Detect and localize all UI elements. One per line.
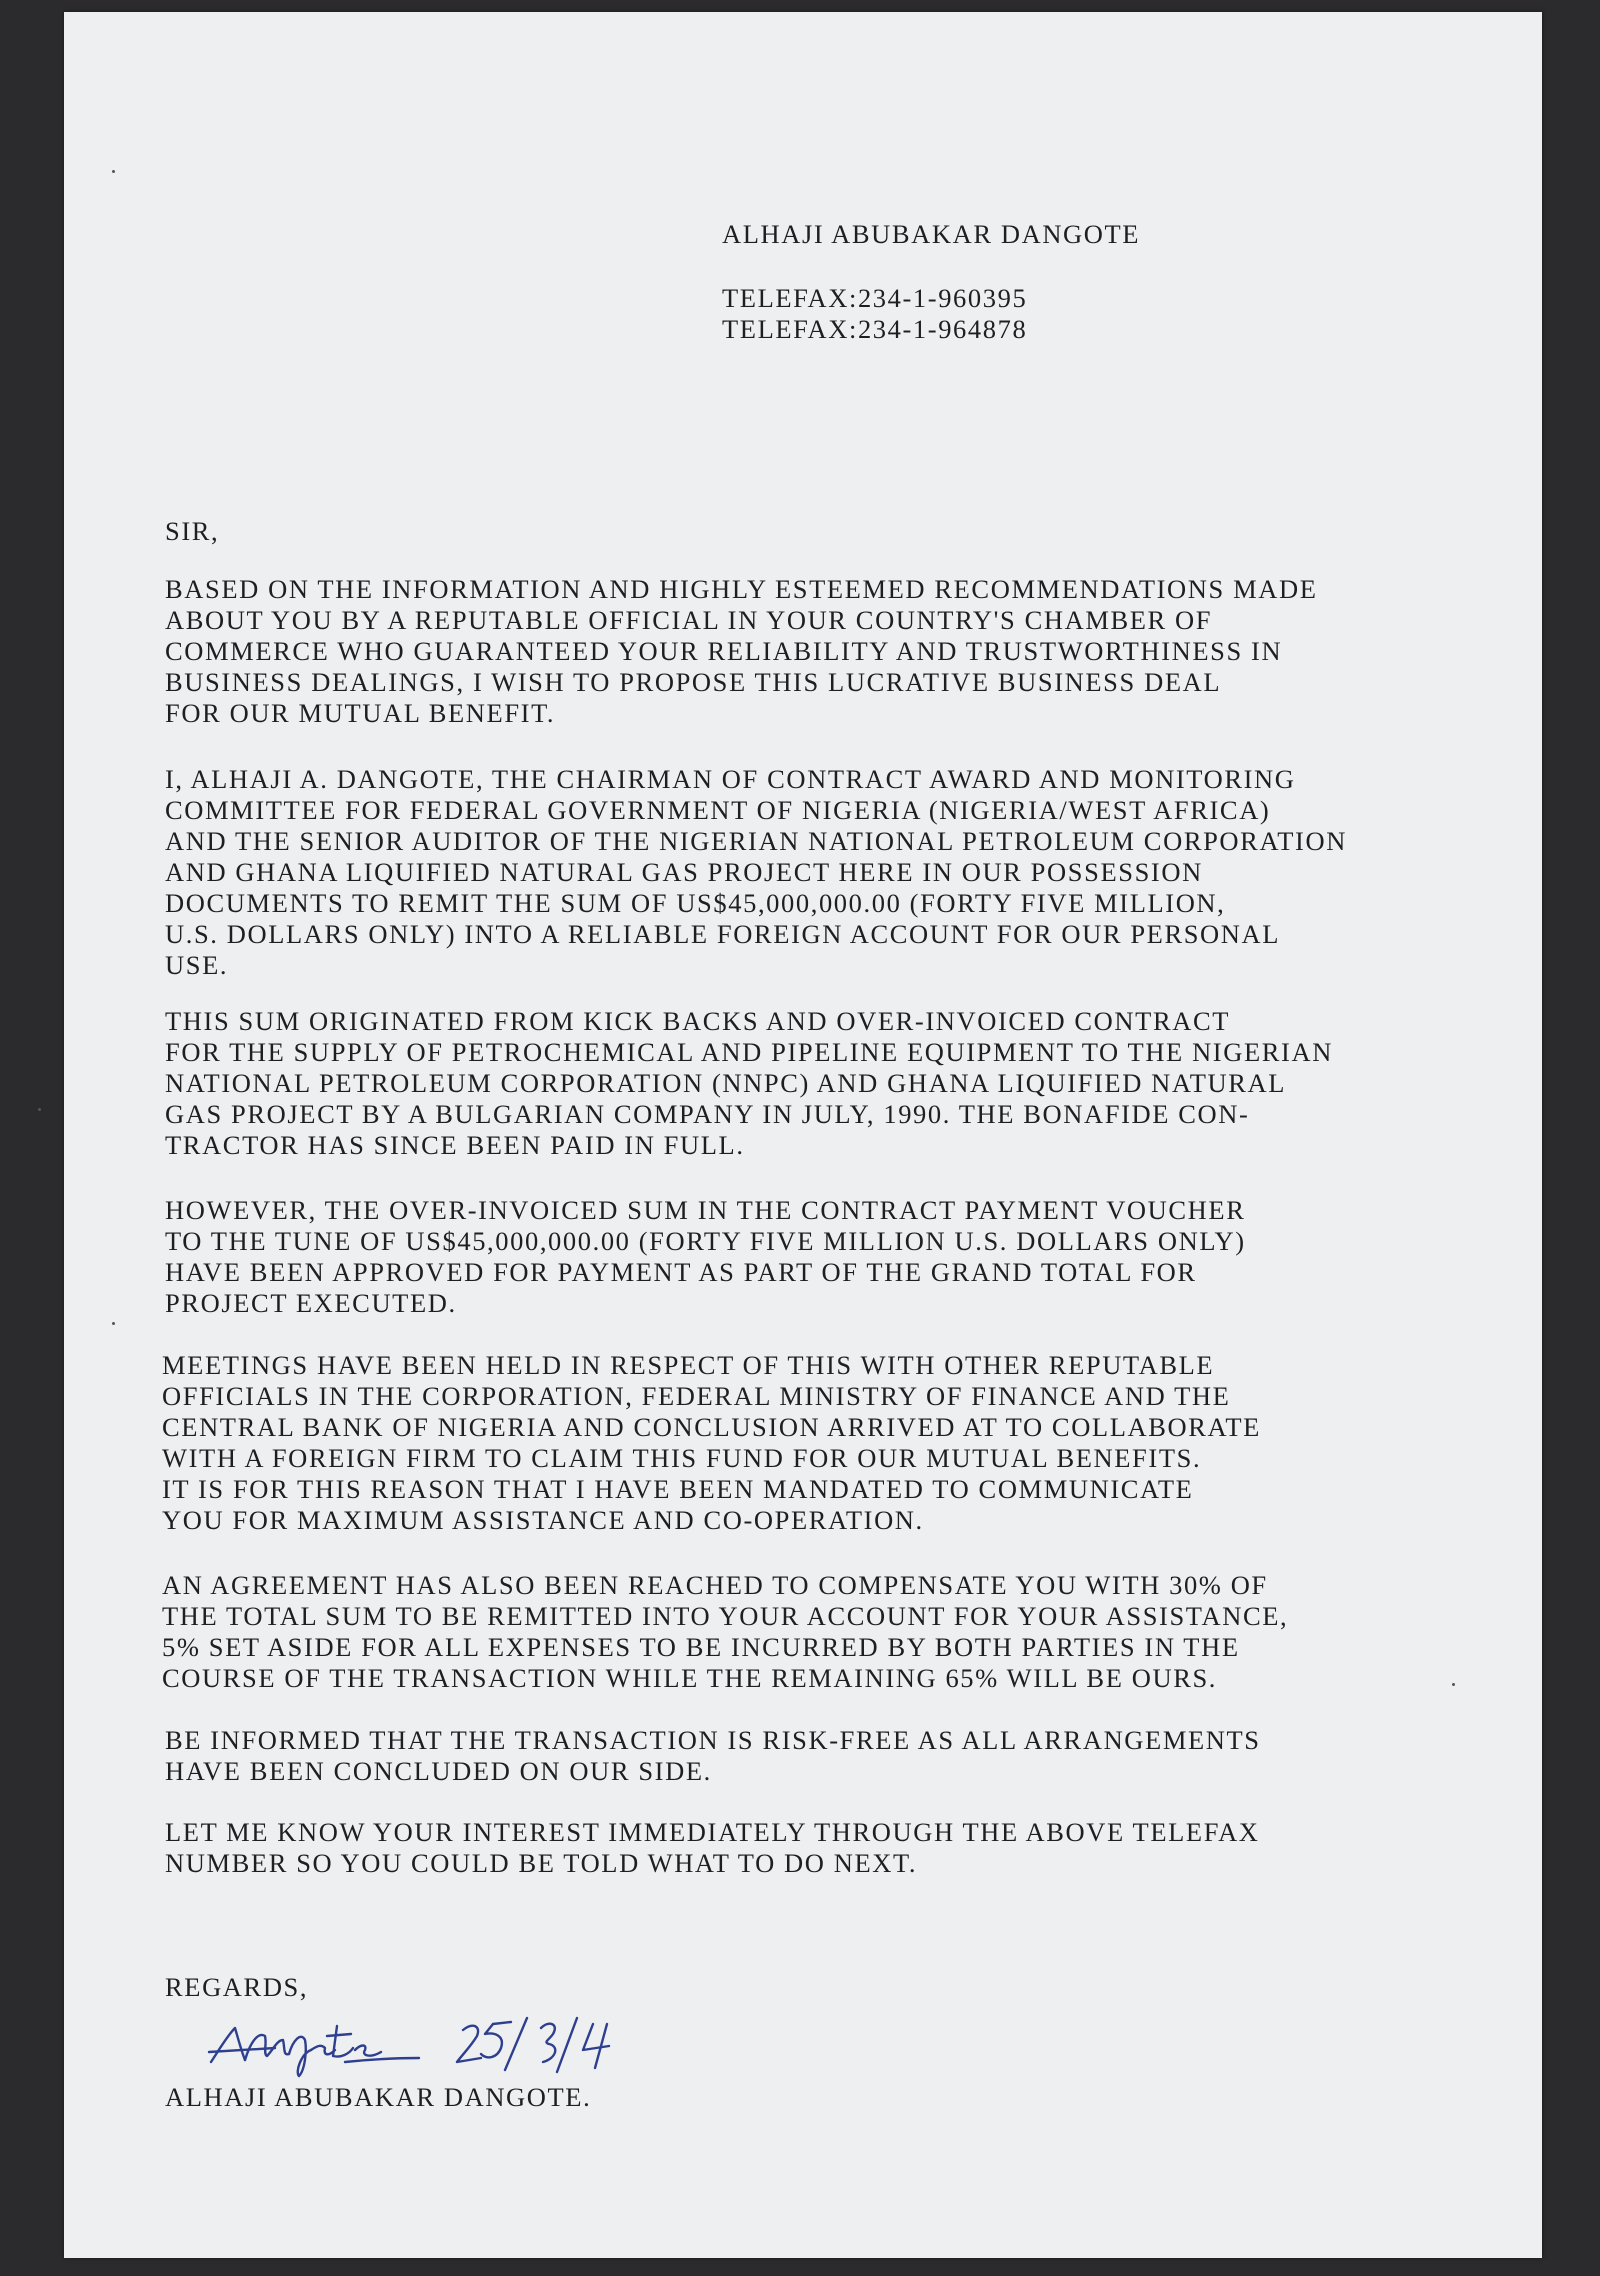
- body-paragraph: [165, 1006, 1333, 1161]
- body-paragraph: [165, 764, 1347, 981]
- paragraph-line: THIS SUM ORIGINATED FROM KICK BACKS AND OVER-INVOICED CONTRACT: [165, 1006, 1231, 1036]
- paragraph-line: TO THE TUNE OF US$45,000,000.00 (FORTY FIVE MILLION U.S. DOLLARS ONLY): [165, 1226, 1246, 1256]
- body-paragraph: [165, 574, 1318, 729]
- body-paragraph: [162, 1570, 1288, 1694]
- paragraph-line: BE INFORMED THAT THE TRANSACTION IS RISK-FREE AS ALL ARRANGEMENTS: [165, 1725, 1261, 1755]
- body-paragraph: [165, 1725, 1261, 1787]
- signatory-name: ALHAJI ABUBAKAR DANGOTE.: [165, 2082, 592, 2112]
- paragraph-line: CENTRAL BANK OF NIGERIA AND CONCLUSION ARRIVED AT TO COLLABORATE: [162, 1412, 1261, 1442]
- paper-speck: [112, 170, 115, 173]
- paragraph-line: MEETINGS HAVE BEEN HELD IN RESPECT OF THIS WITH OTHER REPUTABLE: [162, 1350, 1215, 1380]
- paragraph-line: PROJECT EXECUTED.: [165, 1288, 457, 1318]
- paper-speck: [112, 1322, 115, 1325]
- paragraph-line: HAVE BEEN CONCLUDED ON OUR SIDE.: [165, 1756, 712, 1786]
- paragraph-line: COURSE OF THE TRANSACTION WHILE THE REMAINING 65% WILL BE OURS.: [162, 1663, 1218, 1693]
- paragraph-line: AND THE SENIOR AUDITOR OF THE NIGERIAN NATIONAL PETROLEUM CORPORATION: [165, 826, 1347, 856]
- paper-speck: [38, 1108, 41, 1111]
- paragraph-line: OFFICIALS IN THE CORPORATION, FEDERAL MINISTRY OF FINANCE AND THE: [162, 1381, 1231, 1411]
- paragraph-line: LET ME KNOW YOUR INTEREST IMMEDIATELY THROUGH THE ABOVE TELEFAX: [165, 1817, 1260, 1847]
- handwritten-signature: [205, 2010, 665, 2082]
- paragraph-line: FOR OUR MUTUAL BENEFIT.: [165, 698, 556, 728]
- paragraph-line: NATIONAL PETROLEUM CORPORATION (NNPC) AND GHANA LIQUIFIED NATURAL: [165, 1068, 1287, 1098]
- paragraph-line: BASED ON THE INFORMATION AND HIGHLY ESTEEMED RECOMMENDATIONS MADE: [165, 574, 1318, 604]
- paragraph-line: I, ALHAJI A. DANGOTE, THE CHAIRMAN OF CONTRACT AWARD AND MONITORING: [165, 764, 1296, 794]
- paragraph-line: USE.: [165, 950, 229, 980]
- paragraph-line: BUSINESS DEALINGS, I WISH TO PROPOSE THIS LUCRATIVE BUSINESS DEAL: [165, 667, 1222, 697]
- salutation: SIR,: [165, 516, 220, 546]
- paragraph-line: AND GHANA LIQUIFIED NATURAL GAS PROJECT HERE IN OUR POSSESSION: [165, 857, 1203, 887]
- sender-name: ALHAJI ABUBAKAR DANGOTE: [722, 219, 1141, 249]
- body-paragraph: [165, 1817, 1260, 1879]
- paragraph-line: YOU FOR MAXIMUM ASSISTANCE AND CO-OPERATION.: [162, 1505, 924, 1535]
- paragraph-line: TRACTOR HAS SINCE BEEN PAID IN FULL.: [165, 1130, 745, 1160]
- telefax-line-1: TELEFAX:234-1-960395: [722, 283, 1028, 313]
- body-paragraph: [165, 1195, 1246, 1319]
- paragraph-line: HAVE BEEN APPROVED FOR PAYMENT AS PART OF THE GRAND TOTAL FOR: [165, 1257, 1197, 1287]
- paragraph-line: COMMITTEE FOR FEDERAL GOVERNMENT OF NIGERIA (NIGERIA/WEST AFRICA): [165, 795, 1271, 825]
- paragraph-line: DOCUMENTS TO REMIT THE SUM OF US$45,000,000.00 (FORTY FIVE MILLION,: [165, 888, 1226, 918]
- paper-speck: [1452, 1683, 1455, 1686]
- paragraph-line: WITH A FOREIGN FIRM TO CLAIM THIS FUND FOR OUR MUTUAL BENEFITS.: [162, 1443, 1202, 1473]
- paragraph-line: U.S. DOLLARS ONLY) INTO A RELIABLE FOREIGN ACCOUNT FOR OUR PERSONAL: [165, 919, 1281, 949]
- body-paragraph: [162, 1350, 1261, 1536]
- paragraph-line: FOR THE SUPPLY OF PETROCHEMICAL AND PIPELINE EQUIPMENT TO THE NIGERIAN: [165, 1037, 1333, 1067]
- paragraph-line: AN AGREEMENT HAS ALSO BEEN REACHED TO COMPENSATE YOU WITH 30% OF: [162, 1570, 1268, 1600]
- paragraph-line: COMMERCE WHO GUARANTEED YOUR RELIABILITY AND TRUSTWORTHINESS IN: [165, 636, 1283, 666]
- paragraph-line: HOWEVER, THE OVER-INVOICED SUM IN THE CONTRACT PAYMENT VOUCHER: [165, 1195, 1246, 1225]
- telefax-line-2: TELEFAX:234-1-964878: [722, 314, 1028, 344]
- paragraph-line: THE TOTAL SUM TO BE REMITTED INTO YOUR ACCOUNT FOR YOUR ASSISTANCE,: [162, 1601, 1289, 1631]
- paragraph-line: IT IS FOR THIS REASON THAT I HAVE BEEN MANDATED TO COMMUNICATE: [162, 1474, 1194, 1504]
- closing: REGARDS,: [165, 1972, 309, 2002]
- paragraph-line: GAS PROJECT BY A BULGARIAN COMPANY IN JULY, 1990. THE BONAFIDE CON-: [165, 1099, 1250, 1129]
- paragraph-line: NUMBER SO YOU COULD BE TOLD WHAT TO DO NEXT.: [165, 1848, 918, 1878]
- paragraph-line: 5% SET ASIDE FOR ALL EXPENSES TO BE INCURRED BY BOTH PARTIES IN THE: [162, 1632, 1240, 1662]
- paragraph-line: ABOUT YOU BY A REPUTABLE OFFICIAL IN YOUR COUNTRY'S CHAMBER OF: [165, 605, 1213, 635]
